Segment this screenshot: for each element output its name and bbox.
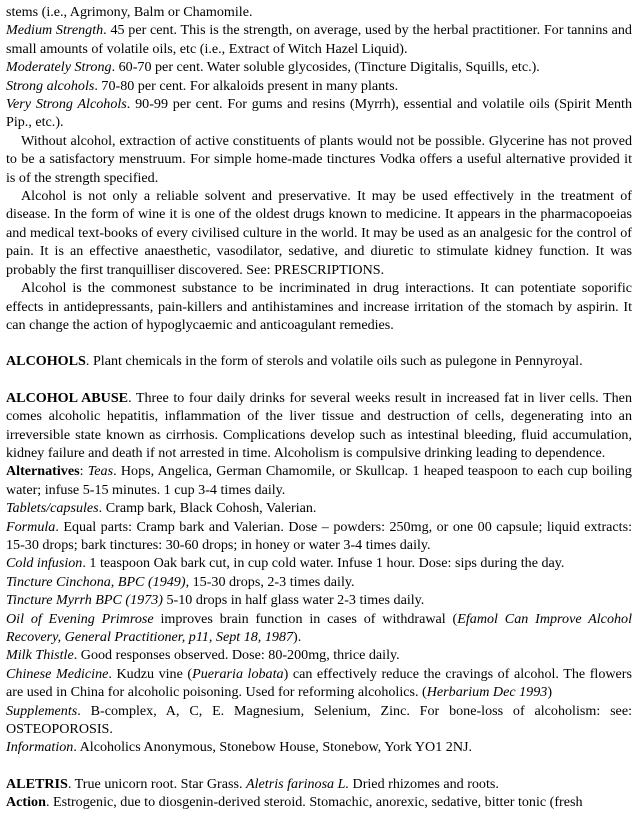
cinchona-line: Tincture Cinchona, BPC (1949), 15-30 drops, 2-3 times daily.	[6, 573, 355, 590]
action-line: Action. Estrogenic, due to diosgenin-derived steroid. Stomachic, anorexic, sedative, bitter tonic (fresh	[6, 794, 583, 811]
cold-infusion-line: Cold infusion. 1 teaspoon Oak bark cut, in cup cold water. Infuse 1 hour. Dose: sips during the day.	[6, 555, 565, 572]
tablets-line: Tablets/capsules. Cramp bark, Black Cohosh, Valerian.	[6, 500, 317, 517]
paragraph: Alcohol is not only a reliable solvent and preservative. It may be used effectively in the treatment of disease. In the form of wine it is one of the oldest drugs known to medicine. It appears in the pharmacopoeias and medical text-books of every civilised culture in the world. It may be used as an analgesic for the control of pain. It is an effective anaesthetic, vasodilator, sedative, and diuretic to stimulate kidney function. It was probably the first tranquilliser discovered. See: PRESCRIPTIONS.	[6, 188, 632, 278]
paragraph: Alcohol is the commonest substance to be incriminated in drug interactions. It can potentiate soporific effects in antidepressants, pain-killers and antihistamines and increase irritation of the stomach by aspirin. It can change the action of hypoglycaemic and anticoagulant remedies.	[6, 280, 632, 333]
entry-heading: ALETRIS	[6, 775, 68, 792]
term: Medium Strength	[6, 22, 104, 39]
myrrh-line: Tincture Myrrh BPC (1973) 5-10 drops in half glass water 2-3 times daily.	[6, 592, 425, 609]
supplements-line: Supplements. B-complex, A, C, E. Magnesium, Selenium, Zinc. For bone-loss of alcoholism: see: OSTEOPOROSIS.	[6, 702, 632, 738]
term: Moderately Strong	[6, 59, 112, 76]
text-line: stems (i.e., Agrimony, Balm or Chamomile.	[6, 4, 253, 20]
primrose-line: Oil of Evening Primrose improves brain function in cases of withdrawal (Efamol Can Improve Alcohol Recovery, General Practitioner, p11, Sept 18, 1987).	[6, 610, 632, 645]
milk-thistle-line: Milk Thistle. Good responses observed. Dose: 80-200mg, thrice daily.	[6, 647, 400, 664]
sub-heading: Action	[6, 794, 46, 811]
entry-alcohol-abuse: ALCOHOL ABUSE. Three to four daily drinks for several weeks result in increased fat in liver cells. Then comes alcoholic hepatitis, inflammation of the liver tissue and destruction of cells, degenerating into an irreversible state known as cirrhosis. Complications develop such as intestinal bleeding, fluid accumulation, kidney failure and death if not arrested in time. Alcoholism is compulsive drinking leading to dependence.	[6, 389, 632, 461]
text-line: Medium Strength. 45 per cent. This is the strength, on average, used by the herbal practitioner. For tannins and small amounts of volatile oils, etc (i.e., Extract of Witch Hazel Liquid).	[6, 22, 632, 57]
entry-heading: ALCOHOL ABUSE	[6, 389, 129, 406]
entry-aletris: ALETRIS. True unicorn root. Star Grass. Aletris farinosa L. Dried rhizomes and roots.	[6, 775, 499, 792]
text-line: Moderately Strong. 60-70 per cent. Water soluble glycosides, (Tincture Digitalis, Squills, etc.).	[6, 59, 540, 76]
text-line: Strong alcohols. 70-80 per cent. For alkaloids present in many plants.	[6, 77, 399, 94]
sub-heading: Alternatives	[6, 463, 80, 480]
spacer	[6, 371, 632, 389]
spacer	[6, 334, 632, 352]
text-line: Very Strong Alcohols. 90-99 per cent. For gums and resins (Myrrh), essential and volatile oils (Spirit Menth Pip., etc.).	[6, 96, 632, 131]
formula-line: Formula. Equal parts: Cramp bark and Valerian. Dose – powders: 250mg, or one 00 capsule; liquid extracts: 15-30 drops; bark tinctures: 30-60 drops; in honey or water 3-4 times daily.	[6, 518, 632, 553]
paragraph: Without alcohol, extraction of active constituents of plants would not be possible. Glycerine has not proved to be a satisfactory menstruum. For simple home-made tinctures Vodka offers a useful alternative provided it is of the strength specified.	[6, 132, 632, 186]
entry-heading: ALCOHOLS	[6, 353, 86, 370]
alternatives-teas: Alternatives: Teas. Hops, Angelica, German Chamomile, or Skullcap. 1 heaped teaspoon to each cup boiling water; infuse 5-15 minutes. 1 cup 3-4 times daily.	[6, 463, 632, 498]
information-line: Information. Alcoholics Anonymous, Stonebow House, Stonebow, York YO1 2NJ.	[6, 739, 473, 756]
spacer	[6, 757, 632, 775]
term: Very Strong Alcohols	[6, 96, 127, 113]
entry-alcohols: ALCOHOLS. Plant chemicals in the form of sterols and volatile oils such as pulegone in Pennyroyal.	[6, 353, 583, 370]
chinese-medicine-line: Chinese Medicine. Kudzu vine (Pueraria lobata) can effectively reduce the cravings of alcohol. The flowers are used in China for alcoholic poisoning. Used for reforming alcoholics. (Herbarium Dec 1993)	[6, 665, 632, 701]
term: Strong alcohols	[6, 77, 95, 94]
